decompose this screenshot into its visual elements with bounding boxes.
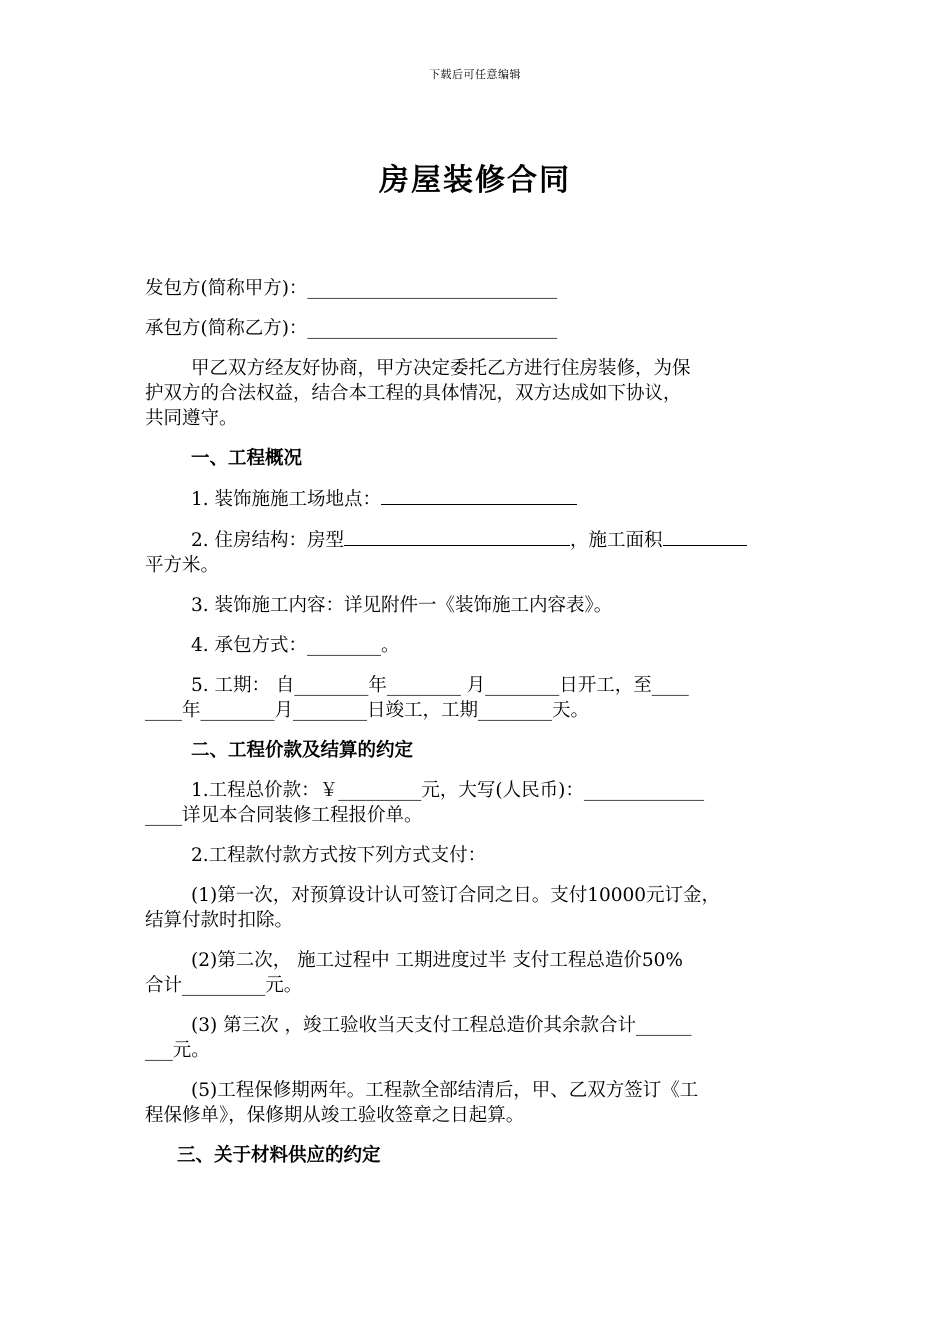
item-2-2: 2.工程款付款方式按下列方式支付： <box>191 845 487 866</box>
site-address-blank <box>381 486 577 505</box>
item-2-1-line-1: 1.工程总价款：￥_________元，大写(人民币)：_____________ <box>191 780 705 801</box>
item-1-2-text-b: ，施工面积 <box>570 530 663 551</box>
item-1-5-line-1: 5. 工期： 自________年________ 月________日开工，至____ <box>191 675 689 696</box>
payment-5-line-2: 程保修单》，保修期从竣工验收签章之日起算。 <box>145 1105 525 1126</box>
item-2-1 <box>145 778 810 828</box>
section-2-heading: 二、工程价款及结算的约定 <box>191 740 414 761</box>
payment-2-line-1: (2)第二次， 施工过程中 工期进度过半 支付工程总造价50% <box>191 950 683 971</box>
section-1-heading: 一、工程概况 <box>191 448 303 469</box>
payment-3-line-1: (3) 第三次 ，竣工验收当天支付工程总造价其余款合计______ <box>191 1015 692 1036</box>
payment-3-line-2: ___元。 <box>145 1040 210 1061</box>
payment-1-line-2: 结算付款时扣除。 <box>145 910 294 931</box>
header-note: 下载后可任意编辑 <box>429 68 521 81</box>
contract-body <box>145 276 810 1183</box>
party-b-line: 承包方(简称乙方)：___________________________ <box>145 318 558 339</box>
area-blank <box>663 527 747 546</box>
item-1-2-text-a: 2. 住房结构：房型 <box>191 530 345 551</box>
room-type-blank <box>344 527 570 546</box>
payment-5-line-1: (5)工程保修期两年。工程款全部结清后，甲、乙双方签订《工 <box>191 1080 699 1101</box>
item-1-2-line-2: 平方米。 <box>145 555 220 576</box>
item-1-3: 3. 装饰施工内容：详见附件一《装饰施工内容表》。 <box>191 595 613 616</box>
item-1-1-text: 1. 装饰施施工场地点： <box>191 489 382 510</box>
intro-line-1: 甲乙双方经友好协商，甲方决定委托乙方进行住房装修，为保 <box>191 358 691 379</box>
intro-line-2: 护双方的合法权益，结合本工程的具体情况，双方达成如下协议， <box>145 383 682 404</box>
payment-1 <box>145 883 810 933</box>
party-a-line: 发包方(简称甲方)：___________________________ <box>145 278 558 299</box>
payment-2-line-2: 合计_________元。 <box>145 975 303 996</box>
item-1-4: 4. 承包方式：________。 <box>191 635 400 656</box>
item-1-2 <box>145 527 810 578</box>
section-3-heading: 三、关于材料供应的约定 <box>177 1145 381 1166</box>
item-1-5 <box>145 673 810 723</box>
item-1-2-line-1 <box>145 527 810 553</box>
document-title: 房屋装修合同 <box>379 163 571 198</box>
payment-2 <box>145 948 810 998</box>
payment-1-line-1: (1)第一次，对预算设计认可签订合同之日。支付10000元订金， <box>191 885 721 906</box>
intro-line-3: 共同遵守。 <box>145 408 238 429</box>
item-2-1-line-2: ____详见本合同装修工程报价单。 <box>145 805 423 826</box>
payment-5 <box>145 1078 810 1128</box>
intro-paragraph <box>145 356 810 431</box>
item-1-1 <box>145 486 810 512</box>
payment-3 <box>145 1013 810 1063</box>
item-1-5-line-2: ____年________月________日竣工，工期________天。 <box>145 700 590 721</box>
